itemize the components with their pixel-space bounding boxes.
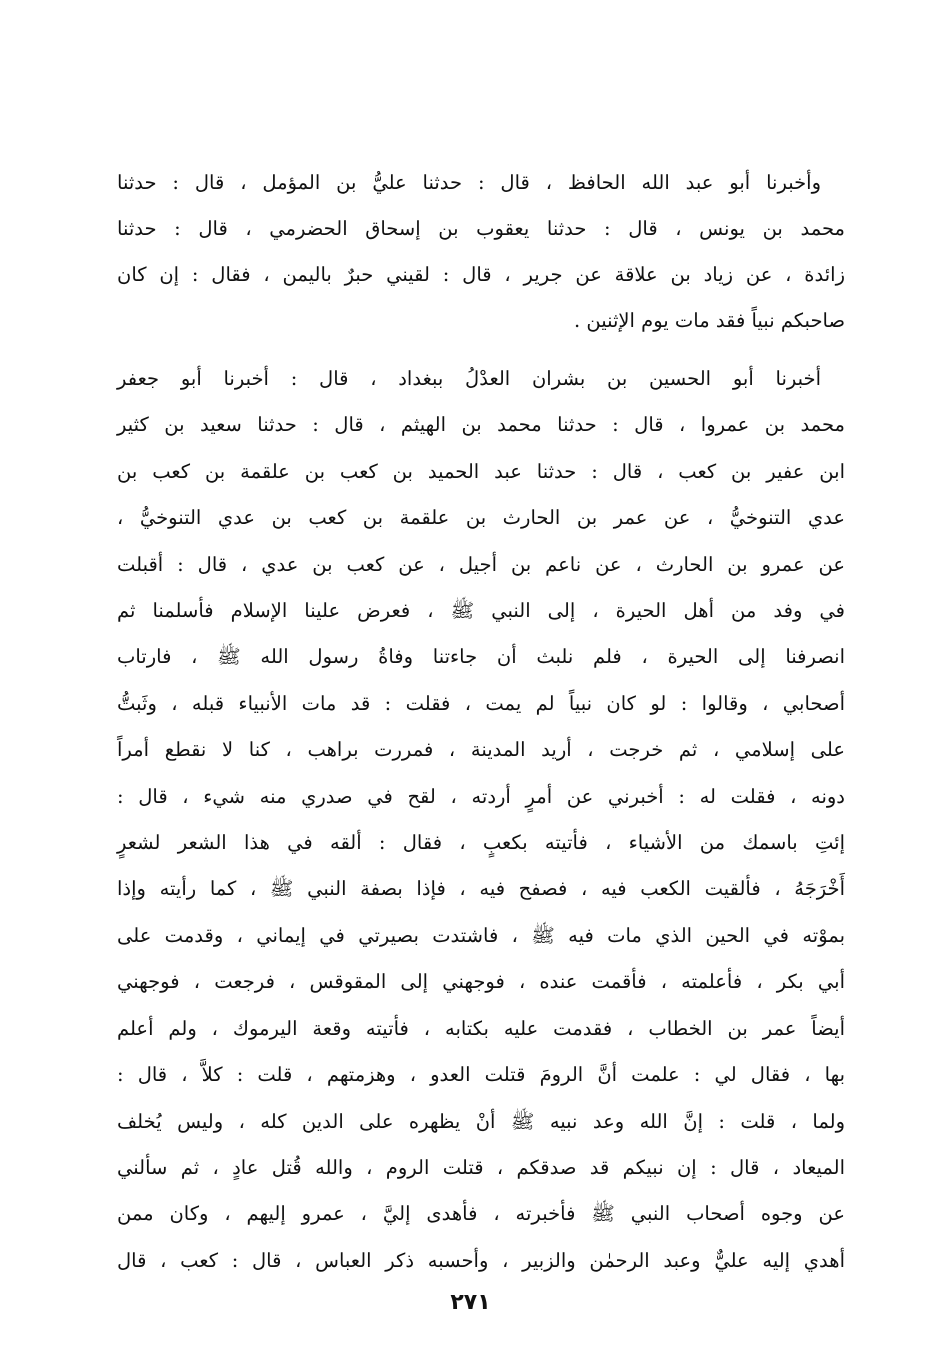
text-line: انصرفنا إلى الحيرة ، فلم نلبث أن جاءتنا وفاةُ رسول الله ﷺ ، فارتاب	[117, 645, 845, 669]
text-line: في وفد من أهل الحيرة ، إلى النبي ﷺ ، فعرض علينا الإسلام فأسلمنا ثم	[117, 599, 845, 623]
text-line: أيضاً عمر بن الخطاب ، فقدمت عليه بكتابه ، فأتيته وقعة اليرموك ، ولم أعلم	[117, 1016, 845, 1040]
text-line: أهدي إليه عليٌّ وعبد الرحمٰن والزبير ، وأحسبه ذكر العباس ، قال : كعب ، قال	[117, 1248, 845, 1272]
text-line: أبي بكر ، فأعلمته ، فأقمت عنده ، فوجهني إلى المقوقس ، فرجعت ، فوجهني	[117, 970, 845, 994]
paragraph-1	[117, 160, 845, 344]
page-number: ٢٧١	[450, 1290, 491, 1315]
text-line: على إسلامي ، ثم خرجت ، أريد المدينة ، فمررت براهب ، كنا لا نقطع أمراً	[117, 738, 845, 762]
text-line: بها ، فقال لي : علمت أنَّ الرومَ قتلت العدو ، وهزمتهم ، قلت : كلاَّ ، قال :	[117, 1063, 845, 1087]
text-line: الميعاد ، قال : إن نبيكم قد صدقكم ، قتلت الروم ، والله قُتل عادٍ ، ثم سألني	[117, 1155, 845, 1179]
text-line: وأخبرنا أبو عبد الله الحافظ ، قال : حدثنا عليُّ بن المؤمل ، قال : حدثنا	[117, 171, 821, 194]
text-line: ولما ، قلت : إنَّ الله وعد نبيه ﷺ أنْ يظهره على الدين كله ، وليس يُخلف	[117, 1109, 845, 1133]
text-line: عن وجوه أصحاب النبي ﷺ فأخبرته ، فأهدى إليَّ ، عمرو إليهم ، وكان ممن	[117, 1202, 845, 1226]
text-line: صاحبكم نبياً فقد مات يوم الإثنين .	[573, 309, 845, 332]
text-line: أخبرنا أبو الحسين بن بشران العدْلُ ببغداد ، قال : أخبرنا أبو جعفر	[117, 367, 821, 390]
text-line: أصحابي ، وقالوا : لو كان نبياً لم يمت ، فقلت : قد مات الأنبياء قبله ، وثَبتُّ	[117, 691, 845, 715]
text-line: زائدة ، عن زياد بن علاقة عن جرير ، قال : لقيني حبرٌ باليمن ، فقال : إن كان	[117, 263, 845, 286]
text-line: أَخْرَجَهُ ، فألقيت الكعب فيه ، فصفح فيه ، فإذا بصفة النبي ﷺ ، كما رأيته وإذا	[117, 877, 845, 901]
paragraph-2	[117, 356, 845, 1284]
text-line: عدي التنوخيُّ ، عن عمر بن الحارث بن علقمة بن كعب بن عدي التنوخيُّ ،	[117, 506, 845, 530]
text-line: دونه ، فقلت له : أخبرني عن أمرٍ أردته ، لقح في صدري منه شيء ، قال :	[117, 784, 845, 808]
text-line: محمد بن عمروا ، قال : حدثنا محمد بن الهيثم ، قال : حدثنا سعيد بن كثير	[117, 413, 845, 437]
text-line: عن عمرو بن الحارث ، عن ناعم بن أجيل ، عن كعب بن عدي ، قال : أقبلت	[117, 552, 845, 576]
text-line: محمد بن يونس ، قال : حدثنا يعقوب بن إسحاق الحضرمي ، قال : حدثنا	[117, 217, 845, 240]
text-line: ابن عفير بن كعب ، قال : حدثنا عبد الحميد بن كعب بن علقمة بن كعب بن	[117, 459, 845, 483]
text-line: بموْته في الحين الذي مات فيه ﷺ ، فاشتدت بصيرتي في إيماني ، وقدمت على	[117, 923, 845, 947]
text-line: إئتِ باسمك من الأشياء ، فأتيته بكعبٍ ، فقال : ألقه في هذا الشعر لشعرٍ	[117, 831, 845, 855]
